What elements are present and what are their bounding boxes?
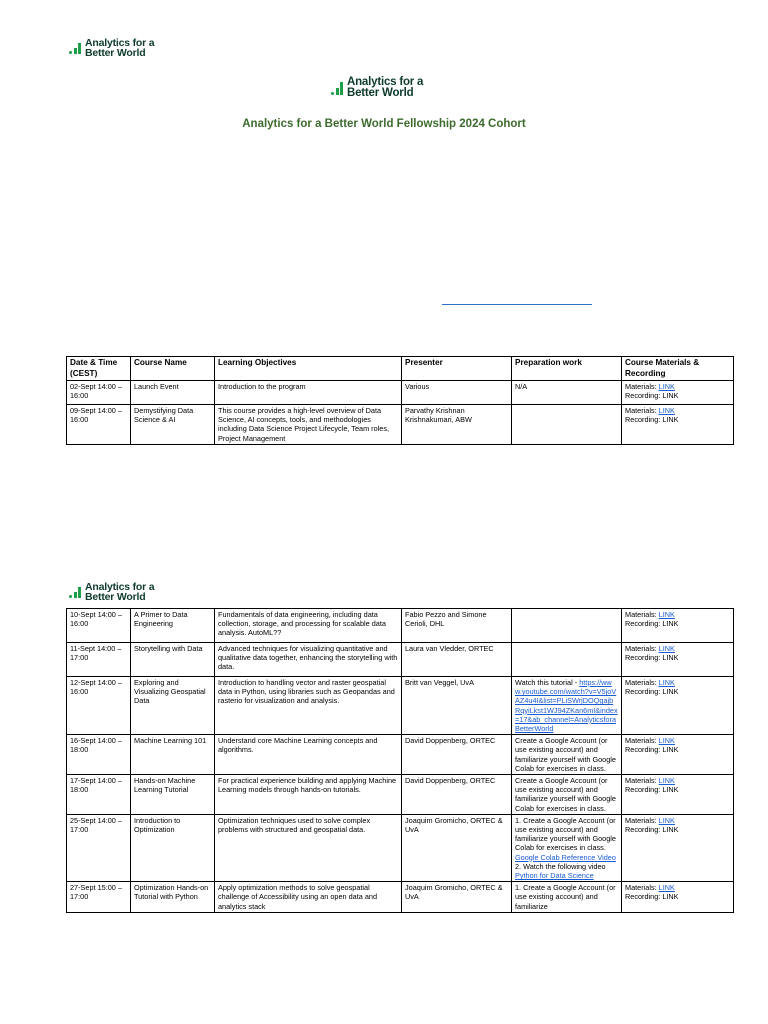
recording-text: Recording: LINK <box>625 785 679 795</box>
cell-presenter: David Doppenberg, ORTEC <box>402 735 512 775</box>
table-row <box>67 609 734 643</box>
materials-label: Materials: <box>625 815 659 825</box>
cell-date: 11-Sept 14:00 – 17:00 <box>67 643 131 677</box>
header-date: Date & Time (CEST) <box>67 357 131 381</box>
cell-presenter: Joaquim Gromicho, ORTEC & UvA <box>402 814 512 881</box>
materials-label: Materials: <box>625 736 659 746</box>
cell-prep <box>512 643 622 677</box>
table-row <box>67 775 734 815</box>
prep-step1: 1. Create a Google Account (or use existing account) and familiarize yourself with Google Colab for exercises in class. <box>515 815 616 853</box>
materials-link[interactable]: LINK <box>658 644 675 653</box>
cell-prep: N/A <box>512 381 622 405</box>
horizontal-rule <box>442 304 592 305</box>
cell-prep <box>512 677 622 735</box>
cell-presenter: Various <box>402 381 512 405</box>
schedule-table-page2 <box>66 608 734 913</box>
materials-label: Materials: <box>625 678 659 687</box>
cell-course: Demystifying Data Science & AI <box>131 405 215 445</box>
materials-link[interactable]: LINK <box>658 678 675 687</box>
cell-materials <box>622 814 734 881</box>
cell-prep <box>512 405 622 445</box>
cell-course: Launch Event <box>131 381 215 405</box>
cell-date: 27-Sept 15:00 – 17:00 <box>67 882 131 913</box>
logo-text-line2: Better World <box>85 47 146 59</box>
page-title: Analytics for a Better World Fellowship 2024 Cohort <box>242 118 526 130</box>
cell-date: 10-Sept 14:00 – 16:00 <box>67 609 131 643</box>
logo-text-line1: Analytics for a <box>85 581 155 593</box>
cell-objectives: Optimization techniques used to solve complex problems with structured and geospatial data. <box>215 814 402 881</box>
cell-course: Machine Learning 101 <box>131 735 215 775</box>
cell-materials <box>622 882 734 913</box>
cell-course: Hands-on Machine Learning Tutorial <box>131 775 215 815</box>
cell-materials <box>622 609 734 643</box>
recording-text: Recording: LINK <box>625 745 679 755</box>
cell-materials <box>622 643 734 677</box>
cell-prep <box>512 814 622 881</box>
cell-objectives: Introduction to the program <box>215 381 402 405</box>
recording-text: Recording: LINK <box>625 687 679 697</box>
cell-date: 16-Sept 14:00 – 18:00 <box>67 735 131 775</box>
table-row <box>67 735 734 775</box>
cell-objectives: For practical experience building and applying Machine Learning models through hands-on tutorials. <box>215 775 402 815</box>
cell-materials <box>622 381 734 405</box>
cell-date: 17-Sept 14:00 – 18:00 <box>67 775 131 815</box>
cell-prep <box>512 609 622 643</box>
cell-objectives: Fundamentals of data engineering, including data collection, storage, and processing for scalable data analysis. AutoML?? <box>215 609 402 643</box>
materials-label: Materials: <box>625 382 659 391</box>
cell-presenter: Fabio Pezzo and Simone Cerioli, DHL <box>402 609 512 643</box>
cell-prep: Create a Google Account (or use existing account) and familiarize yourself with Google Colab for exercises in class. <box>512 775 622 815</box>
recording-text: Recording: LINK <box>625 653 679 663</box>
materials-label: Materials: <box>625 776 659 786</box>
cell-objectives: Introduction to handling vector and raster geospatial data in Python, using libraries such as Geopandas and rasterio for visualization and analysis. <box>215 677 402 735</box>
table-header-row <box>67 357 734 381</box>
materials-link[interactable]: LINK <box>658 382 675 391</box>
table-row <box>67 381 734 405</box>
schedule-table-page1 <box>66 356 734 445</box>
cell-presenter: Britt van Veggel, UvA <box>402 677 512 735</box>
table-row <box>67 405 734 445</box>
materials-label: Materials: <box>625 406 659 415</box>
header-presenter: Presenter <box>402 357 512 381</box>
cell-course: Introduction to Optimization <box>131 814 215 881</box>
cell-prep: 1. Create a Google Account (or use existing account) and familiarize <box>512 882 622 913</box>
cell-date: 02-Sept 14:00 – 16:00 <box>67 381 131 405</box>
cell-course: Optimization Hands-on Tutorial with Python <box>131 882 215 913</box>
materials-link[interactable]: LINK <box>658 736 675 746</box>
cell-objectives: Understand core Machine Learning concepts and algorithms. <box>215 735 402 775</box>
logo-text-line2: Better World <box>85 591 146 603</box>
colab-video-link[interactable]: Google Colab Reference Video <box>515 852 616 862</box>
table-row <box>67 643 734 677</box>
cell-objectives: Apply optimization methods to solve geospatial challenge of Accessibility using an open data and analytics stack <box>215 882 402 913</box>
header-course: Course Name <box>131 357 215 381</box>
cell-presenter: David Doppenberg, ORTEC <box>402 775 512 815</box>
materials-link[interactable]: LINK <box>658 883 675 893</box>
cell-date: 09-Sept 14:00 – 16:00 <box>67 405 131 445</box>
materials-link[interactable]: LINK <box>658 610 675 619</box>
materials-label: Materials: <box>625 610 659 619</box>
recording-text: Recording: LINK <box>625 415 679 425</box>
recording-text: Recording: LINK <box>625 619 679 629</box>
cell-presenter: Parvathy Krishnan Krishnakumari, ABW <box>402 405 512 445</box>
cell-materials <box>622 677 734 735</box>
materials-link[interactable]: LINK <box>658 776 675 786</box>
bar-chart-icon <box>331 82 343 95</box>
cell-date: 12-Sept 14:00 – 16:00 <box>67 677 131 735</box>
cell-presenter: Joaquim Gromicho, ORTEC & UvA <box>402 882 512 913</box>
materials-label: Materials: <box>625 883 659 893</box>
cell-course: A Primer to Data Engineering <box>131 609 215 643</box>
cell-objectives: This course provides a high-level overview of Data Science, AI concepts, tools, and methodologies including Data Science Project Lifecycle, Team roles, Project Management <box>215 405 402 445</box>
recording-text: Recording: LINK <box>625 825 679 835</box>
table-row <box>67 814 734 881</box>
bar-chart-icon <box>69 587 81 598</box>
prep-step2: 2. Watch the following video <box>515 861 606 871</box>
center-logo <box>331 77 423 99</box>
page2-logo <box>69 582 154 602</box>
materials-link[interactable]: LINK <box>658 815 675 825</box>
cell-date: 25-Sept 14:00 – 17:00 <box>67 814 131 881</box>
cell-objectives: Advanced techniques for visualizing quantitative and qualitative data together, enhancing the storytelling with data. <box>215 643 402 677</box>
prep-text: Watch this tutorial - <box>515 678 580 687</box>
python-video-link[interactable]: Python for Data Science <box>515 871 594 881</box>
cell-course: Exploring and Visualizing Geospatial Data <box>131 677 215 735</box>
logo-text-line1: Analytics for a <box>347 76 424 88</box>
youtube-tutorial-link[interactable]: https://www.youtube.com/watch?v=V5joVAZ4u4I&list=PLiSWrjDOQgajbRqyiLkst1WJ94ZKan6mI&index=17&ab_channel=AnalyticsforaBetterWorld <box>515 678 618 734</box>
table-row <box>67 677 734 735</box>
cell-prep: Create a Google Account (or use existing account) and familiarize yourself with Google Colab for exercises in class. <box>512 735 622 775</box>
recording-text: Recording: LINK <box>625 892 679 902</box>
recording-text: Recording: LINK <box>625 391 679 401</box>
bar-chart-icon <box>69 43 81 54</box>
header-materials: Course Materials & Recording <box>622 357 734 381</box>
header-prep: Preparation work <box>512 357 622 381</box>
header-objectives: Learning Objectives <box>215 357 402 381</box>
cell-materials <box>622 405 734 445</box>
logo-text-line1: Analytics for a <box>85 37 155 49</box>
logo-text-line2: Better World <box>347 87 414 99</box>
header-logo <box>69 38 154 58</box>
table-row <box>67 882 734 913</box>
cell-materials <box>622 775 734 815</box>
cell-materials <box>622 735 734 775</box>
cell-presenter: Laura van Vledder, ORTEC <box>402 643 512 677</box>
materials-label: Materials: <box>625 644 659 653</box>
cell-course: Storytelling with Data <box>131 643 215 677</box>
materials-link[interactable]: LINK <box>658 406 675 415</box>
